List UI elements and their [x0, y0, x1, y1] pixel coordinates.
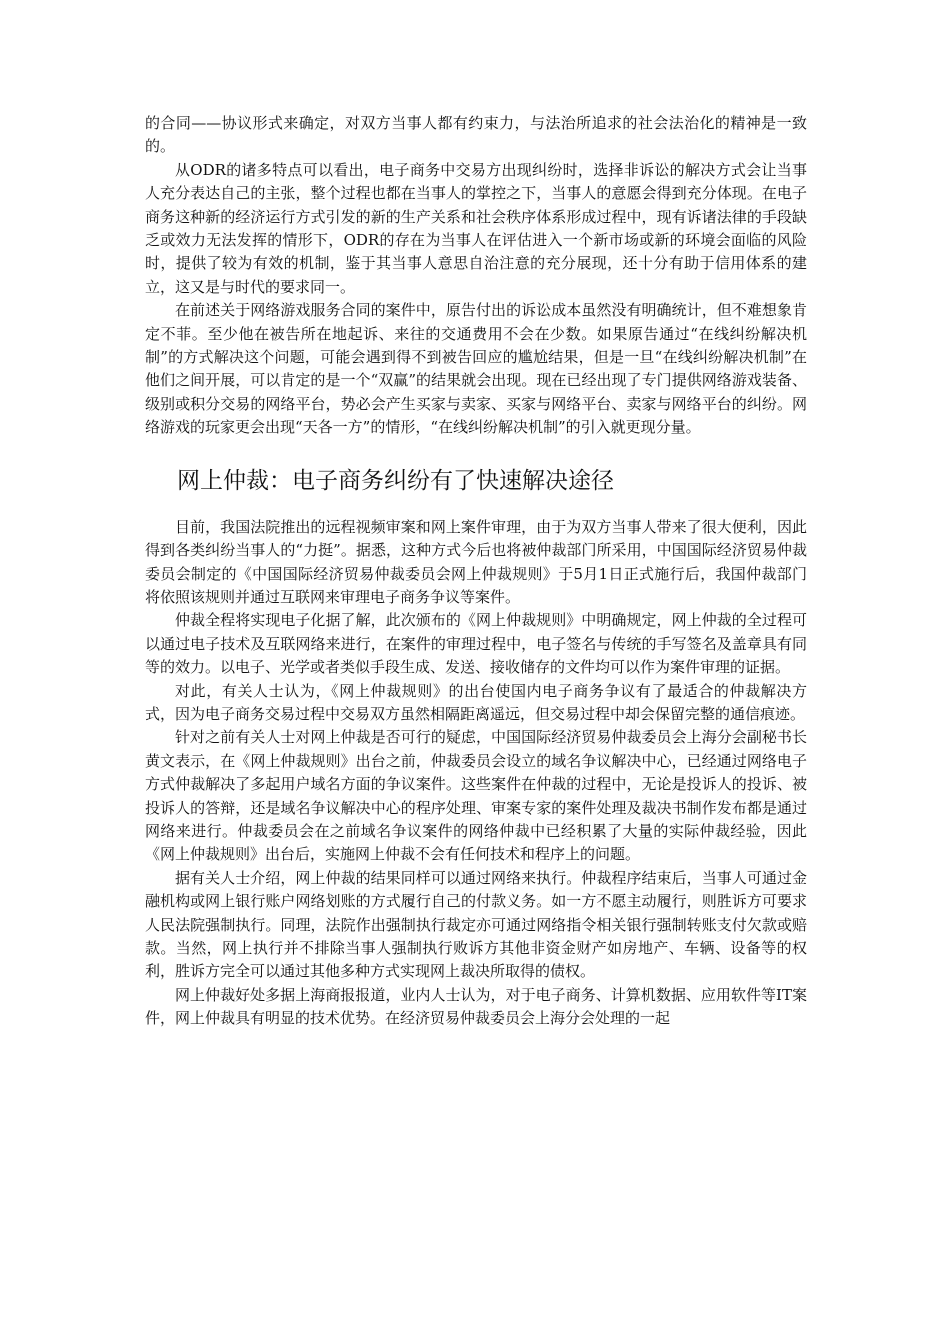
- paragraph-online-game-case: 在前述关于网络游戏服务合同的案件中，原告付出的诉讼成本虽然没有明确统计，但不难想象肯定不菲。至少他在被告所在地起诉、来往的交通费用不会在少数。如果原告通过“在线纠纷解决机制”的方式解决这个问题，可能会遇到得不到被告回应的尴尬结果，但是一旦“在线纠纷解决机制”在他们之间开展，可以肯定的是一个“双赢”的结果就会出现。现在已经出现了专门提供网络游戏装备、级别或积分交易的网络平台，势必会产生买家与卖家、买家与网络平台、卖家与网络平台的纠纷。网络游戏的玩家更会出现“天各一方”的情形，“在线纠纷解决机制”的引入就更现分量。: [145, 301, 807, 437]
- paragraph-advantages: 网上仲裁好处多据上海商报报道，业内人士认为，对于电子商务、计算机数据、应用软件等IT案件，网上仲裁具有明显的技术优势。在经济贸易仲裁委员会上海分会处理的一起: [145, 985, 807, 1028]
- paragraph-expert-opinion: 对此，有关人士认为，《网上仲裁规则》的出台使国内电子商务争议有了最适合的仲裁解决方式，因为电子商务交易过程中交易双方虽然相隔距离遥远，但交易过程中却会保留完整的通信痕迹。: [145, 681, 807, 723]
- paragraph-odr-features: 从ODR的诸多特点可以看出，电子商务中交易方出现纠纷时，选择非诉讼的解决方式会让当事人充分表达自己的主张，整个过程也都在当事人的掌控之下，当事人的意愿会得到充分体现。在电子商务这种新的经济运行方式引发的新的生产关系和社会秩序体系形成过程中，现有诉诸法律的手段缺乏或效力无法发挥的情形下，ODR的存在为当事人在评估进入一个新市场或新的环境会面临的风险时，提供了较为有效的机制，鉴于其当事人意思自治注意的充分展现，还十分有助于信用体系的建立，这又是与时代的要求同一。: [145, 160, 807, 296]
- paragraph-electronic-process: 仲裁全程将实现电子化据了解，此次颁布的《网上仲裁规则》中明确规定，网上仲裁的全过程可以通过电子技术及互联网络来进行，在案件的审理过程中，电子签名与传统的手写签名及盖章具有同等的效力。以电子、光学或者类似手段生成、发送、接收储存的文件均可以作为案件审理的证据。: [145, 611, 807, 677]
- continuation-paragraph: 的合同——协议形式来确定，对双方当事人都有约束力，与法治所追求的社会法治化的精神是一致的。: [145, 114, 807, 156]
- paragraph-remote-trial: 目前，我国法院推出的远程视频审案和网上案件审理，由于为双方当事人带来了很大便利，因此得到各类纠纷当事人的“力挺”。据悉，这种方式今后也将被仲裁部门所采用，中国国际经济贸易仲裁委员会制定的《中国国际经济贸易仲裁委员会网上仲裁规则》于5月1日正式施行后，我国仲裁部门将依照该规则并通过互联网来审理电子商务争议等案件。: [145, 517, 807, 606]
- paragraph-enforcement: 据有关人士介绍，网上仲裁的结果同样可以通过网络来执行。仲裁程序结束后，当事人可通过金融机构或网上银行账户网络划账的方式履行自己的付款义务。如一方不愿主动履行，则胜诉方可要求人民法院强制执行。同理，法院作出强制执行裁定亦可通过网络指令相关银行强制转账支付欠款或赔款。当然，网上执行并不排除当事人强制执行败诉方其他非资金财产如房地产、车辆、设备等的权利，胜诉方完全可以通过其他多种方式实现网上裁决所取得的债权。: [145, 868, 807, 981]
- paragraph-feasibility: 针对之前有关人士对网上仲裁是否可行的疑虑，中国国际经济贸易仲裁委员会上海分会副秘书长黄文表示，在《网上仲裁规则》出台之前，仲裁委员会设立的域名争议解决中心，已经通过网络电子方式仲裁解决了多起用户域名方面的争议案件。这些案件在仲裁的过程中，无论是投诉人的投诉、被投诉人的答辩，还是域名争议解决中心的程序处理、审案专家的案件处理及裁决书制作发布都是通过网络来进行。仲裁委员会在之前域名争议案件的网络仲裁中已经积累了大量的实际仲裁经验，因此《网上仲裁规则》出台后，实施网上仲裁不会有任何技术和程序上的问题。: [145, 728, 807, 864]
- document-page: [145, 112, 807, 1031]
- section-heading: 网上仲裁：电子商务纠纷有了快速解决途径: [177, 467, 614, 494]
